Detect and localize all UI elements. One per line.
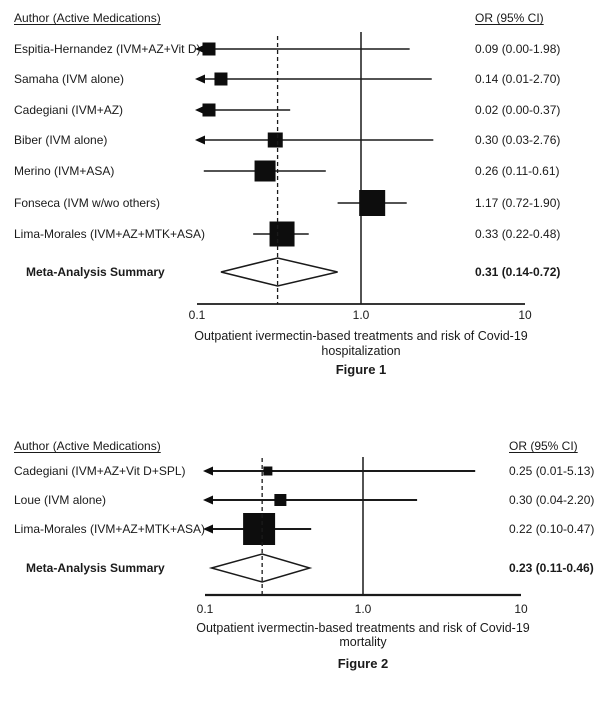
effect-size-square <box>255 161 276 182</box>
summary-label: Meta-Analysis Summary <box>26 561 165 575</box>
summary-diamond <box>221 258 338 286</box>
summary-diamond <box>212 554 310 582</box>
x-axis-title-line1: Outpatient ivermectin-based treatments and risk of Covid-19 <box>194 329 528 343</box>
or-value: 0.02 (0.00-0.37) <box>475 103 561 117</box>
study-label: Espitia-Hernandez (IVM+AZ+Vit D) <box>14 42 201 56</box>
or-value: 1.17 (0.72-1.90) <box>475 196 561 210</box>
study-label: Lima-Morales (IVM+AZ+MTK+ASA) <box>14 522 206 536</box>
study-label: Fonseca (IVM w/wo others) <box>14 196 161 210</box>
study-label: Samaha (IVM alone) <box>14 72 125 86</box>
x-tick-label: 0.1 <box>188 308 206 322</box>
study-label: Biber (IVM alone) <box>14 133 108 147</box>
x-axis-title-line2: hospitalization <box>321 344 401 358</box>
x-tick-label: 10 <box>514 602 528 616</box>
author-column-header: Author (Active Medications) <box>14 439 161 453</box>
or-value: 0.22 (0.10-0.47) <box>509 522 595 536</box>
study-label: Cadegiani (IVM+AZ+Vit D+SPL) <box>14 464 186 478</box>
or-column-header: OR (95% CI) <box>475 11 544 25</box>
or-column-header: OR (95% CI) <box>509 439 578 453</box>
left-arrow-icon <box>195 136 205 145</box>
figure-label: Figure 2 <box>337 656 389 671</box>
left-arrow-icon <box>203 467 213 476</box>
effect-size-square <box>263 467 272 476</box>
or-value: 0.14 (0.01-2.70) <box>475 72 561 86</box>
effect-size-square <box>203 104 216 117</box>
x-tick-label: 0.1 <box>196 602 214 616</box>
author-column-header: Author (Active Medications) <box>14 11 161 25</box>
study-label: Loue (IVM alone) <box>14 493 107 507</box>
x-tick-label: 10 <box>518 308 532 322</box>
study-label: Merino (IVM+ASA) <box>14 164 115 178</box>
left-arrow-icon <box>203 496 213 505</box>
summary-or-value: 0.31 (0.14-0.72) <box>475 265 561 279</box>
effect-size-square <box>359 190 385 216</box>
study-label: Lima-Morales (IVM+AZ+MTK+ASA) <box>14 227 206 241</box>
effect-size-square <box>214 73 227 86</box>
or-value: 0.25 (0.01-5.13) <box>509 464 595 478</box>
summary-or-value: 0.23 (0.11-0.46) <box>509 561 594 575</box>
effect-size-square <box>268 133 283 148</box>
x-axis-title-line2: mortality <box>339 635 387 649</box>
effect-size-square <box>270 222 295 247</box>
or-value: 0.30 (0.04-2.20) <box>509 493 595 507</box>
x-tick-label: 1.0 <box>352 308 370 322</box>
effect-size-square <box>203 43 216 56</box>
effect-size-square <box>243 513 275 545</box>
x-axis-title-line1: Outpatient ivermectin-based treatments and risk of Covid-19 <box>196 621 530 635</box>
or-value: 0.33 (0.22-0.48) <box>475 227 561 241</box>
or-value: 0.09 (0.00-1.98) <box>475 42 561 56</box>
effect-size-square <box>274 494 286 506</box>
study-label: Cadegiani (IVM+AZ) <box>14 103 124 117</box>
figure-label: Figure 1 <box>335 362 387 377</box>
or-value: 0.30 (0.03-2.76) <box>475 133 561 147</box>
or-value: 0.26 (0.11-0.61) <box>475 164 560 178</box>
left-arrow-icon <box>195 75 205 84</box>
summary-label: Meta-Analysis Summary <box>26 265 165 279</box>
x-tick-label: 1.0 <box>354 602 372 616</box>
